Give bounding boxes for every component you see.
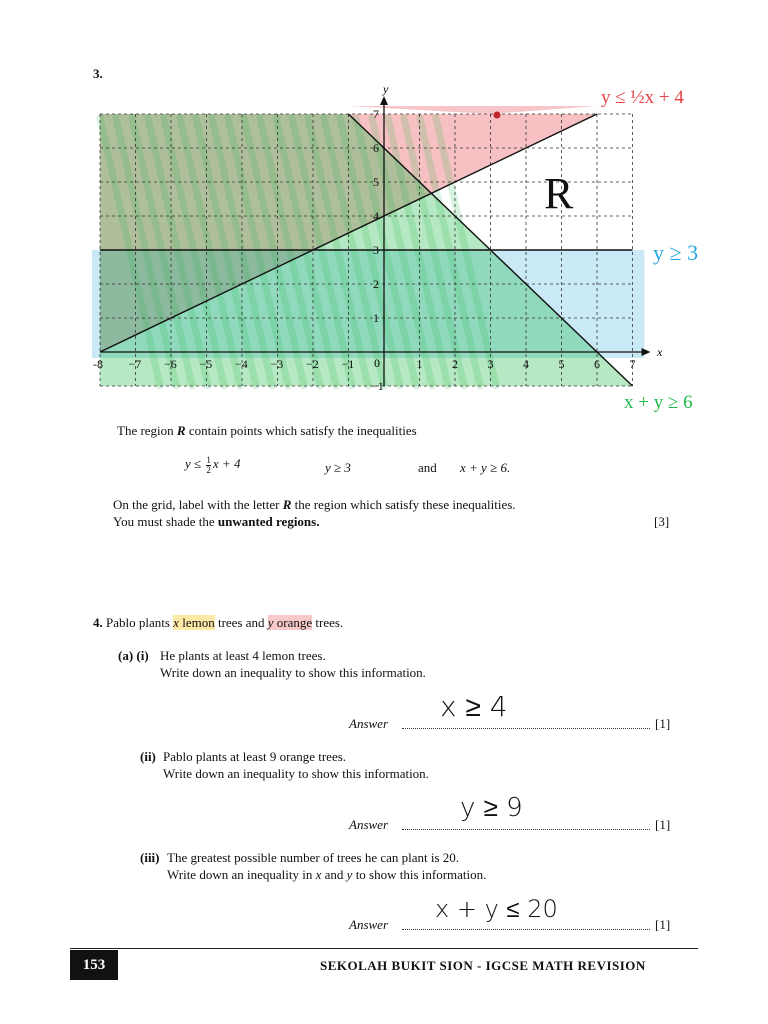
x-tick-label: 2 — [452, 357, 458, 371]
school-title: SEKOLAH BUKIT SION - IGCSE MATH REVISION — [320, 958, 646, 973]
x-tick-label: 1 — [416, 357, 423, 371]
x-tick-label: 7 — [629, 357, 636, 371]
answer-line-1[interactable] — [402, 727, 650, 729]
part-a-iii-label: (iii) — [140, 850, 160, 865]
y-tick-label: 6 — [373, 141, 379, 155]
handwritten-answer-1: x ≥ 4 — [440, 690, 508, 723]
part-a-iii-line1: The greatest possible number of trees he can plant is 20. — [167, 850, 460, 865]
q4-intro-e: trees. — [312, 615, 344, 630]
part-a-i-label: (a) (i) — [118, 648, 149, 663]
intro-text: The region — [117, 423, 177, 438]
x-tick-label: 5 — [558, 357, 565, 371]
page-number: 153 — [70, 950, 118, 980]
question-4-intro — [93, 614, 343, 631]
question-3-number: 3. — [93, 66, 103, 81]
region-intro — [117, 422, 417, 439]
origin-label: 0 — [374, 356, 380, 370]
q4-lemon: lemon — [178, 615, 215, 630]
and-word: and — [418, 460, 437, 475]
intro-text-end: contain points which satisfy the inequalities — [185, 423, 417, 438]
ineq1-rhs: x + 4 — [212, 456, 241, 471]
part-a-ii-line2: Write down an inequality to show this information. — [163, 766, 429, 781]
x-tick-label: -8 — [93, 357, 103, 371]
frac-num: 1 — [206, 454, 211, 465]
x-axis-arrow — [642, 348, 651, 356]
instr1-r: R — [282, 497, 292, 512]
x-tick-label: 3 — [487, 357, 494, 371]
y-tick-label: 5 — [373, 175, 379, 189]
red-inequality-annotation: y ≤ ½x + 4 — [601, 87, 684, 108]
x-tick-label: −7 — [128, 357, 142, 371]
y-axis-label: y — [383, 82, 389, 96]
x-tick-label: −6 — [164, 357, 177, 371]
y-tick-label: 7 — [373, 107, 379, 121]
instr2-text: You must shade the — [113, 514, 218, 529]
x-tick-label: 4 — [523, 357, 529, 371]
part-a-i-line2: Write down an inequality to show this information. — [160, 665, 426, 680]
y-axis-arrow — [380, 96, 388, 105]
x-tick-label: −2 — [306, 357, 319, 371]
q4-var-y: y — [267, 615, 274, 630]
x-tick-label: 6 — [594, 357, 600, 371]
answer-label-2: Answer — [349, 817, 388, 832]
region-r-label: R — [544, 169, 574, 218]
iii-line2-b: and — [321, 867, 347, 882]
frac-den: 2 — [206, 464, 211, 475]
instruction-2 — [113, 513, 319, 530]
answer-label-1: Answer — [349, 716, 388, 731]
x-tick-label: −5 — [199, 357, 213, 371]
instr1-text-end: the region which satisfy these inequalities. — [291, 497, 516, 512]
blue-inequality-annotation: y ≥ 3 — [653, 240, 699, 265]
x-axis-label: x — [657, 345, 663, 359]
red-dot — [494, 112, 501, 119]
marks-3: [1] — [655, 917, 671, 932]
q4-intro-c: trees and — [214, 615, 268, 630]
red-shading-top — [349, 106, 598, 114]
handwritten-answer-2: y ≥ 9 — [460, 793, 523, 823]
q3-marks: [3] — [654, 514, 670, 529]
question-4-number: 4. — [93, 615, 103, 630]
instruction-1 — [113, 496, 516, 513]
iii-var-x: x — [315, 867, 322, 882]
y-tick-label: 2 — [373, 277, 379, 291]
x-tick-label: −1 — [341, 357, 355, 371]
q4-var-x: x — [173, 615, 179, 630]
y-tick-label: −1 — [371, 379, 384, 393]
instr2-bold: unwanted regions. — [217, 514, 320, 529]
inequality-2: y ≥ 3 — [325, 460, 351, 475]
part-a-ii-label: (ii) — [140, 749, 156, 764]
green-inequality-annotation: x + y ≥ 6 — [624, 392, 693, 413]
x-tick-label: −4 — [235, 357, 248, 371]
ineq1-lhs: y ≤ — [185, 456, 202, 471]
y-tick-label: 4 — [373, 209, 379, 223]
q4-orange: orange — [273, 615, 313, 630]
iii-line2-a: Write down an inequality in — [167, 867, 316, 882]
marks-2: [1] — [655, 817, 671, 832]
inequality-graph — [0, 0, 768, 420]
inequality-3: x + y ≥ 6. — [460, 460, 511, 475]
y-tick-label: 1 — [373, 311, 379, 325]
footer-rule — [70, 948, 698, 949]
part-a-ii-line1: Pablo plants at least 9 orange trees. — [163, 749, 347, 764]
iii-var-y: y — [346, 867, 353, 882]
answer-label-3: Answer — [349, 917, 388, 932]
y-tick-label: 3 — [373, 243, 379, 257]
handwritten-answer-3: x + y ≤ 20 — [435, 895, 558, 923]
instr1-text: On the grid, label with the letter — [113, 497, 283, 512]
x-tick-label: −3 — [270, 357, 284, 371]
intro-r: R — [176, 423, 186, 438]
answer-line-3[interactable] — [402, 928, 650, 930]
inequality-1 — [185, 455, 240, 475]
marks-1: [1] — [655, 716, 671, 731]
part-a-i-line1: He plants at least 4 lemon trees. — [160, 648, 326, 663]
q4-intro-a: Pablo plants — [106, 615, 174, 630]
answer-line-2[interactable] — [402, 828, 650, 830]
part-a-iii-line2 — [167, 866, 486, 883]
iii-line2-c: to show this information. — [352, 867, 487, 882]
half-fraction — [206, 456, 211, 475]
